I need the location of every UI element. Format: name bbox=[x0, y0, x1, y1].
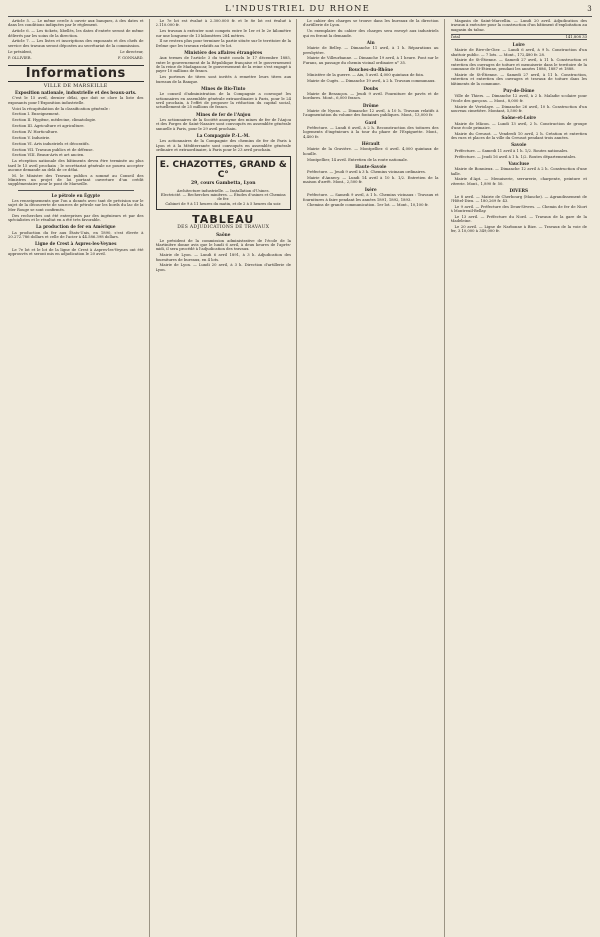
paragraph: Mairie de Villeurbanne. — Dimanche 19 avril, à 1 heure. Pont sur le Furans, au passage du chemin vicinal ordinaire n° 35. bbox=[303, 56, 439, 65]
ad-line: Electricité. — Recherches minières. — Études d'usines et Chemins de fer. bbox=[160, 193, 286, 202]
paragraph: Mairie de Vertolaye. — Dimanche 26 avril, 10 h. Construction d'un nouveau cimetière. Montant, 5,500 fr. bbox=[450, 104, 587, 113]
ad-line: Cabinet de 9 à 11 heures du matin, et de 2 à 5 heures du soir. bbox=[165, 201, 282, 206]
paragraph: Mairie de Cugès. — Dimanche 19 avril, à 2 h. Travaux communaux. bbox=[307, 79, 436, 84]
paragraph: Article 5. — Le même cercle à ouvrir aux banques, à des dates et dans les conditions indiquées par le règlement. bbox=[8, 19, 144, 28]
ad-line: Architecture industrielle. — Installation d'Usines. bbox=[176, 188, 270, 193]
paragraph: Section VIII. Beaux-Arts et art ancien. bbox=[12, 153, 85, 158]
paragraph: Chemins de grande communication. 1er lot. — Mont., 10,100 fr. bbox=[307, 203, 429, 208]
column-2 bbox=[156, 19, 298, 937]
paragraph: Le 8 avril. — Mairie de Cherbourg (Manche). — Agrandissement de l'Hôtel-Dieu. — 180,269 fr. 43. bbox=[450, 194, 587, 203]
paragraph: Mairie de St-Étienne. — Samedi 27 avril, à 11 h. Construction, entretien et entretien des ouvrages et travaux de toiture dans les bâtiments de la commune. bbox=[450, 72, 587, 86]
signature-right: Le directeur, bbox=[120, 50, 144, 55]
paragraph: Préfecture. — Jeudi 9 avril à 3 h. Chemins vicinaux ordinaires. bbox=[307, 170, 426, 175]
paragraph: Mairie d'Annecy. — Lundi 14 avril à 10 h. 1/2. Entretien de la maison d'arrêt. Mont., 2,500 fr. bbox=[303, 176, 439, 185]
paragraph: Le cahier des charges se trouve dans les bureaux de la direction d'artillerie de Lyon. bbox=[303, 19, 439, 28]
paragraph: Les travaux à exécuter sont compris entre le 1er et le 2e kilomètre sur une longueur de 13 kilomètres 284 mètres. bbox=[155, 29, 291, 38]
section-title-informations: Informations bbox=[8, 65, 144, 82]
paragraph: Mairie de Rive-de-Gier. — Lundi 6 avril, à 9 h. Construction d'un abattoir public. — 7 lots. — Mont., 172,480 fr. 28. bbox=[450, 48, 587, 57]
paragraph: Mairie d'Apt. — Menuiserie, serrurerie, charpente, peinture et vitrerie. Mont., 1,890 fr. 50. bbox=[450, 177, 587, 186]
column-1 bbox=[8, 19, 150, 937]
page-number: 3 bbox=[587, 5, 592, 13]
paragraph: Mairie de Mâcon. — Lundi 13 avril, 2 h. Construction de groupe d'une école primaire. bbox=[450, 121, 587, 130]
signature-name-right: F. GONNARD. bbox=[117, 56, 144, 61]
section-mines-rio-tinto: Mines de Bio-Tinto bbox=[201, 85, 246, 91]
paragraph: La production du fer aux États-Unis, en 1890, s'est élevée à 20.272.786 dollars et celle de l'acier à 44.586.398 dollars. bbox=[8, 230, 144, 240]
paragraph: La réception nationale des bâtiments devra être terminée au plus tard le 15 avril prochain ; le secrétariat générale ne pourra accepter aucune demande au delà de ce délai. bbox=[8, 159, 144, 172]
section-plm: La Compagnie P.-L.-M. bbox=[196, 133, 250, 139]
subtitle-ville: VILLE DE MARSEILLE bbox=[43, 82, 108, 89]
total-value: 141,808 33 bbox=[565, 34, 587, 39]
paragraph: Magasin de Saint-Marcellin. — Lundi 20 avril. Adjudication des travaux à exécuter pour la construction d'un bâtiment d'exploitation au magasin du tabac. bbox=[450, 19, 587, 32]
section-isere: Isère bbox=[364, 186, 377, 192]
paragraph: Section III. Agriculture et agriculture. bbox=[12, 124, 85, 129]
paragraph: Mairie de St-Étienne. — Samedi 27 avril, à 11 h. Construction et entretien des ouvrages de toiture et menuiserie dans le territoire de la commune de St-Étienne, pendant les années 1886, 1887 et 1888. bbox=[450, 58, 587, 72]
paragraph: Le président de la commission administrative de l'école de la Martinière donne avis que le lundi 6 avril, à deux heures de l'après-midi, il sera procédé à l'adjudication des travaux. bbox=[155, 238, 291, 252]
tableau-subtitle: DES ADJUDICATIONS DE TRAVAUX bbox=[177, 224, 270, 230]
paragraph: Les renseignements que l'on a donnés avec tant de précision sur le sujet de la découverte de sources de pétrole sur les bords du lac de la Mer Rouge se sont confirmés. bbox=[8, 199, 144, 212]
paragraph: Mairie du Creusot. — Vendredi 10 avril, 2 h. Création et entretien des rues et places de la ville du Creusot pendant trois années. bbox=[450, 131, 587, 141]
paragraph: Section I. Enseignement. bbox=[12, 112, 60, 117]
paragraph: Montpellier, 14 avril. Entretien de la route nationale. bbox=[307, 157, 409, 162]
section-saone-et-loire: Saône-et-Loire bbox=[501, 115, 536, 121]
paragraph: Section VI. Arts industriels et décoratifs. bbox=[12, 141, 90, 146]
paragraph: Préfecture. — Lundi 6 avril, à 2 h. Reconstruction des toitures des logements d'ingénieurs à la tour du phare de l'Espiguette. Mont., 4,400 fr. bbox=[303, 126, 439, 139]
paragraph: Mairie de Bonnieux. — Dimanche 12 avril à 2 h. Construction d'une halle. bbox=[450, 167, 587, 176]
section-divers: DIVERS bbox=[509, 188, 529, 194]
paragraph: Il ne restera plus pour terminer la partie située sur le territoire de la Drôme que les travaux relatifs au 9e lot. bbox=[155, 39, 291, 48]
paragraph: Article 6. — Les tickets, libellés, les dates d'entrée seront de même délivrés par les soins de la direction. bbox=[8, 29, 144, 38]
total-row bbox=[451, 34, 588, 40]
column-4 bbox=[451, 19, 593, 937]
paragraph: Ministère de la guerre. — Aix, 5 avril. 4,000 quintaux de foin. bbox=[307, 73, 425, 78]
tableau-title: TABLEAU bbox=[192, 212, 255, 226]
paragraph: Aux termes de l'article 3 du traité conclu le 17 décembre 1885, entre le gouvernement de la République française et le gouvernement de la reine de Madagascar, le gouvernement de la reine s'est engagé à payer 10 millions de francs. bbox=[155, 56, 291, 74]
paragraph: Le 20 avril. — Ligne de Narbonne à Bize. — Travaux de la voie de fer, 3.10,000 à 349,000 fr. bbox=[450, 225, 587, 234]
paragraph: Les actionnaires de la Société anonyme des mines de fer de l'Anjou et des Forges de Saint-Nazaire sont convoqués en assemblée générale annuelle à Paris, pour le 29 avril prochain. bbox=[155, 118, 291, 131]
paragraph: Les actionnaires de la Compagnie des chemins de fer de Paris à Lyon et à la Méditerranée sont convoqués en assemblée générale ordinaire et extraordinaire, à Paris pour le 23 avril prochain. bbox=[155, 139, 291, 153]
paragraph: Mairie de la Gravière. — Montpellier. 6 avril. 4,000 quintaux de houille. bbox=[303, 147, 439, 156]
paragraph: Mairie de Lyon. — Lundi 20 avril, à 3 h. Direction d'artillerie de Lyon. bbox=[155, 263, 291, 272]
section-ain: Ain bbox=[366, 39, 375, 45]
section-herault: Hérault bbox=[361, 141, 380, 147]
paragraph: Des recherches ont été entreprises par des ingénieurs et par des spécialistes et le résultat en a été très favorable. bbox=[8, 213, 144, 222]
paragraph: Voici la récapitulation de la classification générale : bbox=[12, 106, 111, 111]
paragraph: Mairie de Nyons. — Dimanche 12 avril, à 10 h. Travaux relatifs à l'augmentation du volume des fontaines publiques. Mont., 13,000 fr. bbox=[303, 109, 439, 118]
paragraph: Les porteurs de titres sont invités à remettre leurs titres aux bureaux de la Banque. bbox=[155, 75, 291, 84]
section-puy-de-dome: Puy-de-Dôme bbox=[503, 87, 535, 93]
signature-titles bbox=[8, 50, 144, 54]
paragraph: Le 7e lot et le lot de la ligne de Crest à Aspres-les-Veynes ont été approuvés et seront mis en adjudication le 20 avril. bbox=[8, 247, 144, 257]
paragraph: Le conseil d'administration de la Compagnie a convoqué les actionnaires en assemblée générale extraordinaire à Paris, pour le 24 avril prochain, à l'effet de proposer la réduction du capital social, actuellement de 25 millions de francs. bbox=[155, 92, 291, 110]
paragraph: Le 7e lot est évalué à 2.300.000 fr. et le 8e lot est évalué à 2.110.000 fr. bbox=[155, 19, 291, 28]
section-bouches-du-rhone: Bouches-du-Rhône bbox=[348, 67, 393, 73]
divider bbox=[18, 190, 134, 191]
section-doubs: Doubs bbox=[363, 85, 379, 91]
paragraph: Préfecture. — Samedi 9 avril, à 1 h. Chemins vicinaux : Travaux et fournitures à faire pendant les années 1891, 1892, 1893. bbox=[303, 193, 439, 202]
paragraph: Préfecture. — Jeudi 16 avril à 1 h. 1/2. Routes départementales. bbox=[454, 154, 577, 159]
paragraph: Section II. Hygiène, médecine, climatologie. bbox=[12, 118, 97, 123]
paragraph: Section V. Industrie. bbox=[12, 135, 51, 140]
paragraph: Le 9 avril. — Préfecture des Deux-Sèvres. — Chemin de fer de Niort à Montreuil-Bellay. bbox=[450, 204, 587, 214]
column-3 bbox=[303, 19, 445, 937]
tableau-header bbox=[156, 214, 292, 230]
paragraph: Section VII. Travaux publics et de défense. bbox=[12, 147, 94, 152]
page-header bbox=[8, 4, 592, 17]
paragraph: Ville de Thiers. — Dimanche 12 avril, à 2 h. Maladie scolaire pour l'école des garçons. — Mont., 8,000 fr. bbox=[450, 94, 587, 103]
total-label: Total bbox=[450, 34, 460, 39]
section-savoie: Savoie bbox=[511, 142, 527, 148]
section-ministere: Ministère des affaires étrangères bbox=[184, 50, 263, 56]
paragraph: Article 7. — Les listes et inscriptions des exposants et des chefs de service des travaux seront déposées au secrétariat de la commission. bbox=[8, 39, 144, 48]
advertisement bbox=[156, 156, 292, 210]
section-saone: Saône bbox=[216, 232, 231, 238]
signature-names bbox=[8, 56, 144, 60]
paragraph: Mairie de Belley. — Dimanche 11 avril, à 1 h. Réparations au presbytère. bbox=[303, 46, 439, 55]
section-production: La production de fer en Amérique bbox=[35, 224, 116, 230]
columns bbox=[8, 19, 592, 937]
signature-left: Le président, bbox=[8, 50, 33, 55]
paragraph: Mairie de Besançon. — Jeudi 9 avril. Fourniture de pavés et de bordures. Mont., 6,000 francs. bbox=[303, 91, 439, 101]
paragraph: Le 13 avril. — Préfecture du Nord. — Travaux de la gare de la Madeleine. bbox=[450, 214, 587, 224]
paragraph: Un exemplaire du cahier des charges sera envoyé aux industriels qui en feront la demande. bbox=[303, 29, 439, 38]
section-haute-savoie: Haute-Savoie bbox=[355, 163, 387, 169]
signature-name-left: P. OLLIVIER. bbox=[8, 56, 32, 61]
paragraph: M. le Ministre des Travaux publics a sommé au Conseil des Ministres un projet de loi portant ouverture d'un crédit supplémentaire pour le pont de Marseille. bbox=[8, 173, 144, 187]
paragraph: Préfecture. — Samedi 11 avril à 1 h. 1/2. Routes nationales. bbox=[454, 148, 569, 153]
section-loire: Loire bbox=[512, 41, 525, 47]
section-drome: Drôme bbox=[362, 102, 379, 108]
section-mines-anjou: Mines de fer de l'Anjou bbox=[196, 111, 251, 117]
subtitle-exposition: Exposition nationale, industrielle et des beaux-arts. bbox=[15, 90, 137, 96]
ad-company-name: E. CHAZOTTES, GRAND & C° bbox=[159, 160, 287, 181]
section-ligne: Ligne de Crest à Aspres-les-Veynes bbox=[35, 241, 117, 247]
section-petrole: Le pétrole en Égypte bbox=[51, 192, 101, 198]
newspaper-title: L'INDUSTRIEL DU RHONE bbox=[225, 4, 371, 14]
paragraph: Mairie de Lyon. — Lundi 6 avril 1891, à 3 h. Adjudication des fournitures de bureaux, en 4 lots. bbox=[155, 253, 291, 262]
paragraph: Section IV. Horticulture. bbox=[12, 130, 59, 134]
section-gard: Gard bbox=[365, 119, 377, 125]
ad-address: 29, cours Gambetta, Lyon bbox=[190, 181, 256, 187]
section-vaucluse: Vaucluse bbox=[508, 160, 530, 166]
paragraph: C'est le 15 avril, dernier délai, que doit se clore la liste des exposants pour l'Exposition industrielle. bbox=[8, 96, 144, 105]
